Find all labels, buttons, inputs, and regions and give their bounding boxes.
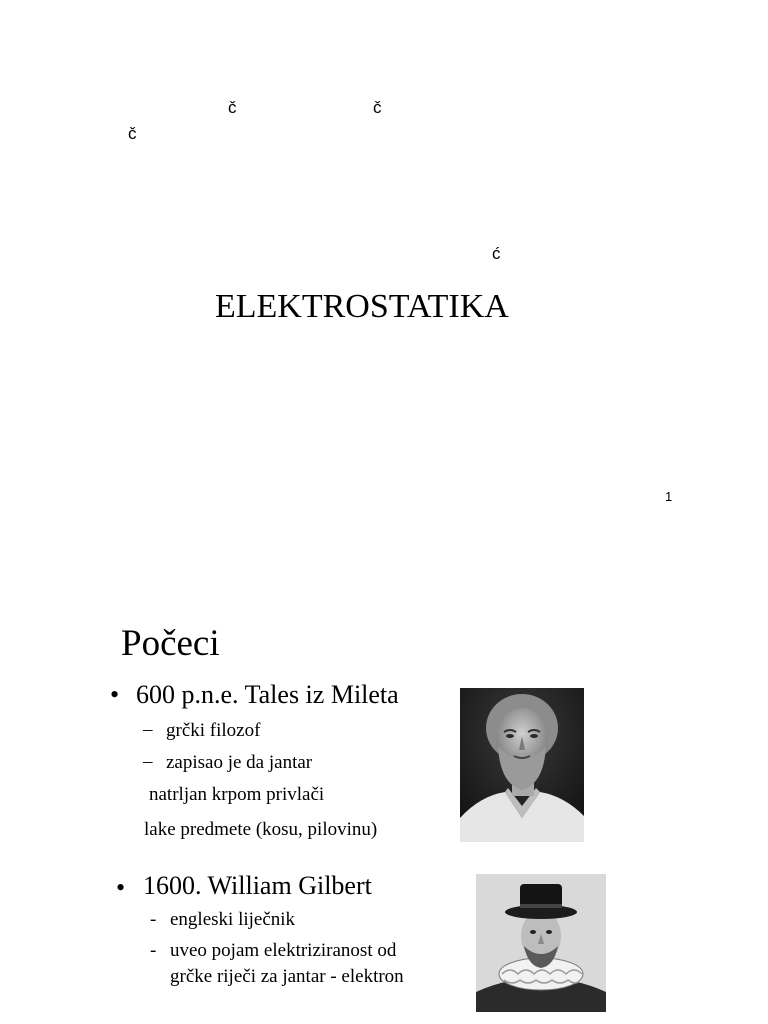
dash-marker: – xyxy=(143,751,153,772)
sub-item-text: engleski liječnik xyxy=(170,909,296,930)
hyphen-marker: - xyxy=(150,940,157,961)
bullet-marker: • xyxy=(116,873,126,902)
sub-item-text: uveo pojam elektriziranost od xyxy=(170,940,397,961)
sub-item-continuation: natrljan krpom privlači xyxy=(149,784,325,805)
bullet-marker: • xyxy=(110,680,120,709)
page-number: 1 xyxy=(665,489,673,504)
sub-item-text: grčki filozof xyxy=(166,720,261,741)
slide-title: ELEKTROSTATIKA xyxy=(215,288,509,325)
section-heading: Počeci xyxy=(121,623,220,664)
portrait-tales xyxy=(460,688,584,842)
stray-character: č xyxy=(228,98,237,117)
bullet-item-tales: 600 p.n.e. Tales iz Mileta xyxy=(136,680,399,709)
sub-item-text: zapisao je da jantar xyxy=(166,752,313,773)
hyphen-marker: - xyxy=(150,909,157,930)
stray-character: č xyxy=(128,124,137,143)
bullet-item-gilbert: 1600. William Gilbert xyxy=(143,871,372,900)
portrait-gilbert xyxy=(476,874,606,1012)
sub-item-continuation: lake predmete (kosu, pilovinu) xyxy=(144,819,378,840)
stray-character: ć xyxy=(492,244,501,263)
sub-item-continuation: grčke riječi za jantar - elektron xyxy=(170,966,404,987)
dash-marker: – xyxy=(143,719,153,740)
stray-character: č xyxy=(373,98,382,117)
